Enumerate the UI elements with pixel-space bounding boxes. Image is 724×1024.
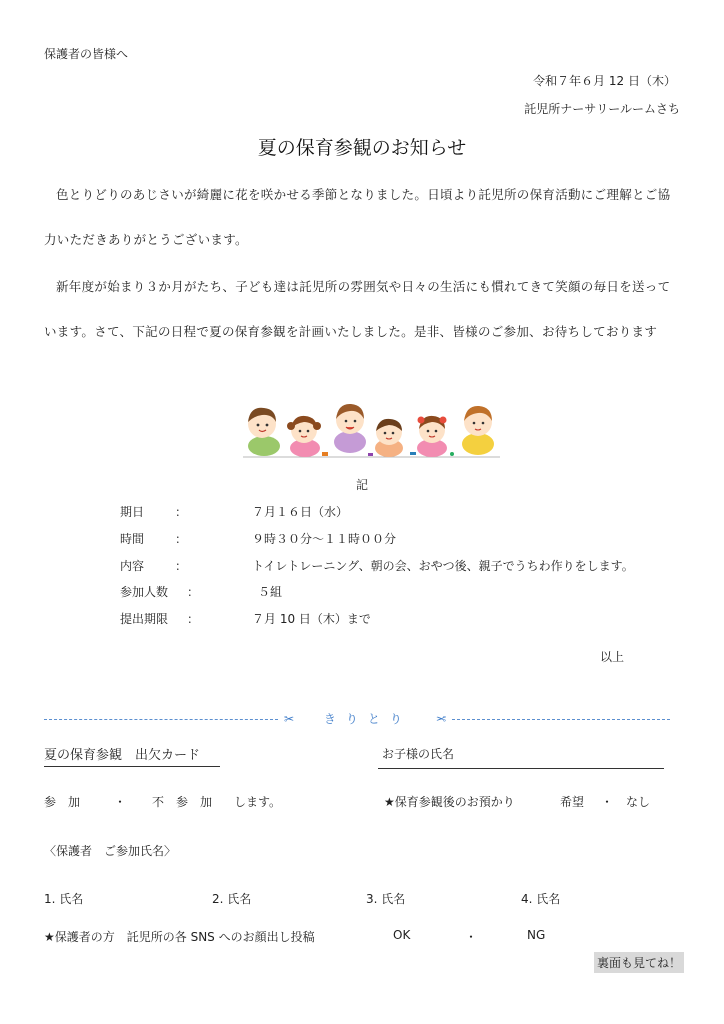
child-2-icon [287, 416, 321, 457]
child-3-icon [334, 404, 366, 453]
guardian-name-2[interactable]: 2. 氏名 [212, 892, 252, 906]
sns-ng-option[interactable]: NG [527, 928, 546, 942]
paragraph-1: 色とりどりのあじさいが綺麗に花を咲かせる季節となりました。日頃より託児所の保育活動にご理解とご協力いただきありがとうございます。 [44, 187, 671, 247]
detail-value-deadline: ７月 10 日（木）まで [252, 612, 371, 626]
form-title: 夏の保育参観 出欠カード [44, 748, 201, 763]
details-heading: 記 [355, 478, 368, 492]
detail-label-participants: 参加人数 [120, 585, 169, 599]
attend-separator: ・ [114, 795, 127, 809]
sender: 託児所ナーサリールームさち [524, 102, 680, 116]
sns-label: ★保護者の方 託児所の各 SNS へのお顔出し投稿 [44, 930, 315, 944]
sns-separator: ・ [465, 930, 478, 944]
detail-value-time: ９時３０分～１１時００分 [252, 532, 397, 546]
detail-value-content: トイレトレーニング、朝の会、おやつ後、親子でうちわ作りをします。 [252, 559, 634, 573]
detail-sep-deadline: ： [187, 612, 200, 626]
scissors-left-icon: ✂ [284, 712, 305, 726]
childcare-separator: ・ [601, 795, 614, 809]
child-name-label: お子様の氏名 [382, 747, 455, 761]
detail-label-date: 期日 [120, 505, 145, 519]
guardian-name-4[interactable]: 4. 氏名 [521, 892, 561, 906]
detail-sep-participants: ： [187, 585, 200, 599]
detail-sep-content: ： [175, 559, 188, 573]
detail-label-content: 内容 [120, 559, 145, 573]
addressee: 保護者の皆様へ [44, 47, 129, 61]
cut-text: きりとり [323, 712, 412, 726]
child-5-icon [417, 416, 447, 457]
detail-sep-time: ： [175, 532, 188, 546]
child-4-icon [375, 419, 403, 457]
page-title: 夏の保育参観のお知らせ [257, 137, 467, 159]
guardian-name-3[interactable]: 3. 氏名 [366, 892, 406, 906]
scissors-right-icon: ✂ [425, 712, 446, 726]
cut-label [284, 710, 446, 727]
child-name-field[interactable] [378, 768, 664, 769]
childcare-label: ★保育参観後のお預かり [384, 795, 515, 809]
closing: 以上 [600, 650, 625, 664]
absent-option[interactable]: 不 参 加 [152, 795, 213, 809]
sns-ok-option[interactable]: OK [393, 928, 411, 942]
detail-label-deadline: 提出期限 [120, 612, 169, 626]
childcare-yes-option[interactable]: 希望 [560, 795, 585, 809]
guardian-heading: 〈保護者 ご参加氏名〉 [44, 844, 177, 858]
paragraph-2: 新年度が始まり３か月がたち、子ども達は託児所の雰囲気や日々の生活にも慣れてきて笑顔の毎日を送っています。さて、下記の日程で夏の保育参観を計画いたしました。是非、皆様のご参加、お待ちしております [44, 279, 671, 339]
child-1-icon [248, 408, 280, 456]
detail-value-participants: ５組 [258, 585, 283, 599]
cut-line-left [44, 719, 278, 720]
child-6-icon [462, 406, 494, 455]
cut-line-right [452, 719, 670, 720]
guardian-name-1[interactable]: 1. 氏名 [44, 892, 84, 906]
children-illustration [238, 400, 506, 466]
attend-suffix: します。 [234, 795, 282, 809]
childcare-no-option[interactable]: なし [626, 795, 651, 809]
attend-option[interactable]: 参 加 [44, 795, 81, 809]
detail-value-date: ７月１６日（水） [252, 505, 349, 519]
detail-label-time: 時間 [120, 532, 145, 546]
date: 令和７年６月 12 日（木） [533, 74, 676, 88]
detail-sep-date: ： [175, 505, 188, 519]
form-title-underline [44, 766, 220, 767]
back-side-note: 裏面も見てね！ [594, 952, 684, 973]
